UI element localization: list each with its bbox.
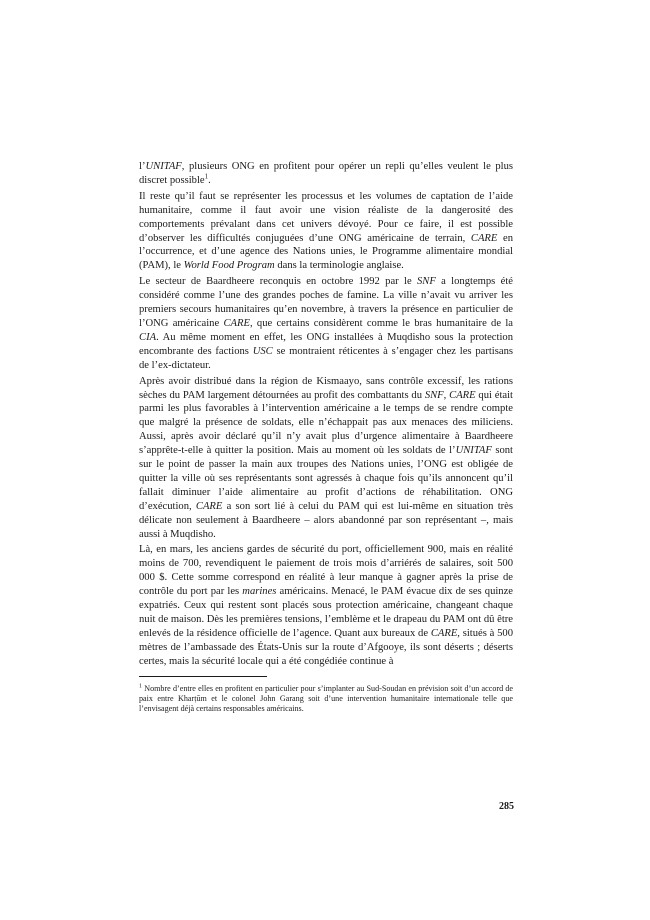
italic-text: SNF xyxy=(424,389,444,401)
italic-text: marines xyxy=(242,586,277,598)
text-run: a son sort lié à celui du PAM qui est lui-même en situation très délicate non seulement à Baardheere – alors abandonné par son représentant –, mais aussi à Muqdisho. xyxy=(139,500,513,540)
text-run: , plusieurs ONG en profitent pour opérer un repli qu’elles veulent le plus discret possible xyxy=(139,161,513,186)
italic-text: CARE xyxy=(430,627,458,639)
footnote-marker: 1 xyxy=(139,682,142,689)
text-run: . xyxy=(208,174,211,186)
italic-text: World Food Program xyxy=(183,260,275,272)
text-run: Le secteur de Baardheere reconquis en octobre 1992 par le xyxy=(139,276,417,288)
page-number: 285 xyxy=(499,801,514,812)
footnote xyxy=(139,684,513,715)
paragraph xyxy=(139,375,513,542)
italic-text: UNITAF xyxy=(455,445,492,457)
page-body xyxy=(139,160,513,715)
footnote-text: Nombre d’entre elles en profitent en particulier pour s’implanter au Sud-Soudan en prévision soit d’un accord de paix entre Kharṭūm et le colonel John Garang soit d’une intervention humanitaire internationale telle que l’envisagent déjà certains responsables américains. xyxy=(139,683,513,714)
text-run: Après avoir distribué dans la région de Kismaayo, sans contrôle excessif, les rations sèches du PAM largement détournées au profit des combattants du xyxy=(139,375,513,401)
text-run: en l’occurrence, et d’une agence des Nations unies, le Programme alimentaire mondial (PAM), le xyxy=(139,232,513,272)
text-run: américains. Menacé, le PAM évacue dix de ses quinze expatriés. Ceux qui restent sont placés sous protection américaine, changeant chaque nuit de maison. Dès les premières tensions, l’emblème et le drapeau du PAM ont dû être enlevés de la résidence officielle de l’agence. Quant aux bureaux de xyxy=(139,586,514,639)
footnote-reference: 1 xyxy=(204,172,209,181)
text-run: , que certains considèrent comme le bras humanitaire de la xyxy=(249,317,513,329)
italic-text: CARE xyxy=(223,317,250,329)
italic-text: SNF xyxy=(416,276,436,288)
italic-text: CARE xyxy=(449,389,476,401)
text-run: a longtemps été considéré comme l’une des grandes poches de famine. La ville n’avait vu arriver les premiers secours humanitaires qu’en novembre, à travers la présence en particulier de l’ONG américaine xyxy=(139,276,513,329)
body-text xyxy=(139,160,513,669)
paragraph xyxy=(139,275,513,372)
italic-text: UNITAF xyxy=(145,161,182,172)
text-run: , situés à 500 mètres de l’ambassade des États-Unis sur la route d’Afgooye, ils sont déserts ; déserts certes, mais la sécurité locale qui a été congédiée continue à xyxy=(139,627,513,667)
text-run: se montraient réticentes à s’engager chez les partisans de l’ex-dictateur. xyxy=(139,345,513,371)
paragraph xyxy=(139,543,513,668)
paragraph xyxy=(139,190,513,273)
text-run: qui était parmi les plus favorables à l’intervention américaine a le temps de se rendre compte que malgré la présence de soldats, elle n’échappait pas aux menaces des miliciens. Aussi, après avoir déclaré qu’il n’y avait plus d’urgence alimentaire à Baardheere s’apprête-t-elle à quitter la position. Mais au moment où les soldats de l’ xyxy=(139,389,513,457)
footnote-divider xyxy=(139,676,267,677)
text-run: dans la terminologie anglaise. xyxy=(274,260,404,272)
text-run: . Au même moment en effet, les ONG installées à Muqdisho sous la protection encombrante des factions xyxy=(139,331,513,357)
text-run: Il reste qu’il faut se représenter les processus et les volumes de captation de l’aide humanitaire, comme il faut avoir une vision réaliste de la dangerosité des comportements prévalant dans cet univers dévoyé. Pour ce faire, il est possible d’observer les difficultés conjuguées d’une ONG américaine de terrain, xyxy=(139,190,513,244)
text-run: l’ xyxy=(139,161,146,172)
italic-text: USC xyxy=(252,345,273,357)
text-run: , xyxy=(443,389,450,401)
paragraph xyxy=(139,160,513,188)
italic-text: CARE xyxy=(470,232,498,244)
text-run: sont sur le point de passer la main aux troupes des Nations unies, l’ONG est obligée de quitter la ville où ses représentants sont agressés à chaque fois qu’ils annoncent qu’il fallait diminuer l’aide alimentaire au profit d’actions de réhabilitation. ONG d’exécution, xyxy=(139,445,513,512)
text-run: Là, en mars, les anciens gardes de sécurité du port, officiellement 900, mais en réalité moins de 700, revendiquent le paiement de trois mois d’arriérés de salaires, soit 500 000 $. Cette somme correspond en réalité à leur manque à gagner après la prise de contrôle du port par les xyxy=(139,544,513,598)
italic-text: CIA xyxy=(139,331,157,343)
italic-text: CARE xyxy=(195,500,223,512)
